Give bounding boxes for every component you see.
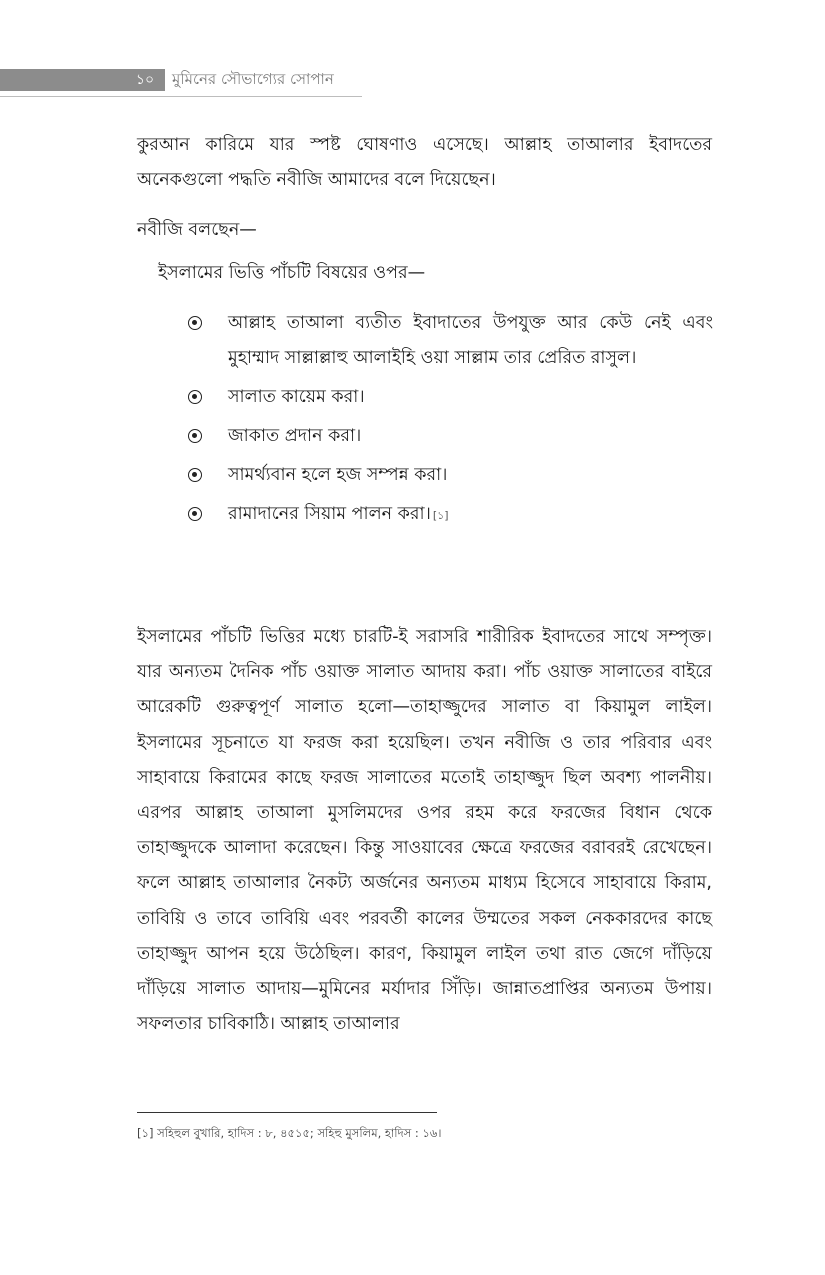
circle-bullet-icon (188, 468, 202, 482)
list-item (188, 458, 713, 493)
circle-bullet-icon (188, 429, 202, 443)
page-number: ১০ (135, 72, 155, 88)
circle-bullet-icon (188, 390, 202, 404)
pillar-text: জাকাত প্রদান করা। (228, 426, 362, 446)
list-item (188, 380, 713, 415)
pillar-text: আল্লাহ তাআলা ব্যতীত ইবাদাতের উপযুক্ত আর কেউ নেই এবং মুহাম্মাদ সাল্লাল্লাহু আলাইহি ওয়া সাল্লাম তার প্রেরিত রাসুল। (228, 313, 713, 368)
footnote-reference[interactable]: [১] (432, 509, 449, 522)
running-title: মুমিনের সৌভাগ্যের সোপান (172, 70, 334, 88)
circle-bullet-icon (188, 316, 202, 330)
quote-intro: নবীজি বলছেন— (137, 220, 257, 240)
paragraph-2: ইসলামের পাঁচটি ভিত্তির মধ্যে চারটি-ই সরাসরি শারীরিক ইবাদতের সাথে সম্পৃক্ত। যার অন্যতম দৈনিক পাঁচ ওয়াক্ত সালাত আদায় করা। পাঁচ ওয়াক্ত সালাতের বাইরে আরেকটি গুরুত্বপূর্ণ সালাত হলো—তাহাজ্জুদের সালাত বা কিয়ামুল লাইল। ইসলামের সূচনাতে যা ফরজ করা হয়েছিল। তখন নবীজি ও তার পরিবার এবং সাহাবায়ে কিরামের কাছে ফরজ সালাতের মতোই তাহাজ্জুদ ছিল অবশ্য পালনীয়। এরপর আল্লাহ তাআলা মুসলিমদের ওপর রহম করে ফরজের বিধান থেকে তাহাজ্জুদকে আলাদা করেছেন। কিন্তু সাওয়াবের ক্ষেত্রে ফরজের বরাবরই রেখেছেন। ফলে আল্লাহ তাআলার নৈকট্য অর্জনের অন্যতম মাধ্যম হিসেবে সাহাবায়ে কিরাম, তাবিয়ি ও তাবে তাবিয়ি এবং পরবর্তী কালের উম্মতের সকল নেককারদের কাছে তাহাজ্জুদ আপন হয়ে উঠেছিল। কারণ, কিয়ামুল লাইল তথা রাত জেগে দাঁড়িয়ে দাঁড়িয়ে সালাত আদায়—মুমিনের মর্যাদার সিঁড়ি। জান্নাতপ্রাপ্তির অন্যতম উপায়। সফলতার চাবিকাঠি। আল্লাহ তাআলার (137, 627, 712, 1035)
list-item (188, 306, 713, 376)
hadith-quote: ইসলামের ভিত্তি পাঁচটি বিষয়ের ওপর— (158, 263, 426, 283)
pillar-text: সালাত কায়েম করা। (228, 387, 365, 407)
pillars-list (188, 306, 713, 537)
pillar-text: রামাদানের সিয়াম পালন করা। (228, 504, 431, 524)
pillar-text: সামর্থ্যবান হলে হজ সম্পন্ন করা। (228, 465, 448, 485)
circle-bullet-icon (188, 507, 202, 521)
list-item (188, 419, 713, 454)
list-item (188, 497, 713, 533)
header-rule (0, 96, 362, 97)
footnote: [১] সহিহুল বুখারি, হাদিস : ৮, ৪৫১৫; সহিহু মুসলিম, হাদিস : ১৬। (137, 1126, 442, 1140)
paragraph-1: কুরআন কারিমে যার স্পষ্ট ঘোষণাও এসেছে। আল্লাহ তাআলার ইবাদতের অনেকগুলো পদ্ধতি নবীজি আমাদের বলে দিয়েছেন। (137, 135, 712, 190)
footnote-rule (137, 1112, 437, 1113)
